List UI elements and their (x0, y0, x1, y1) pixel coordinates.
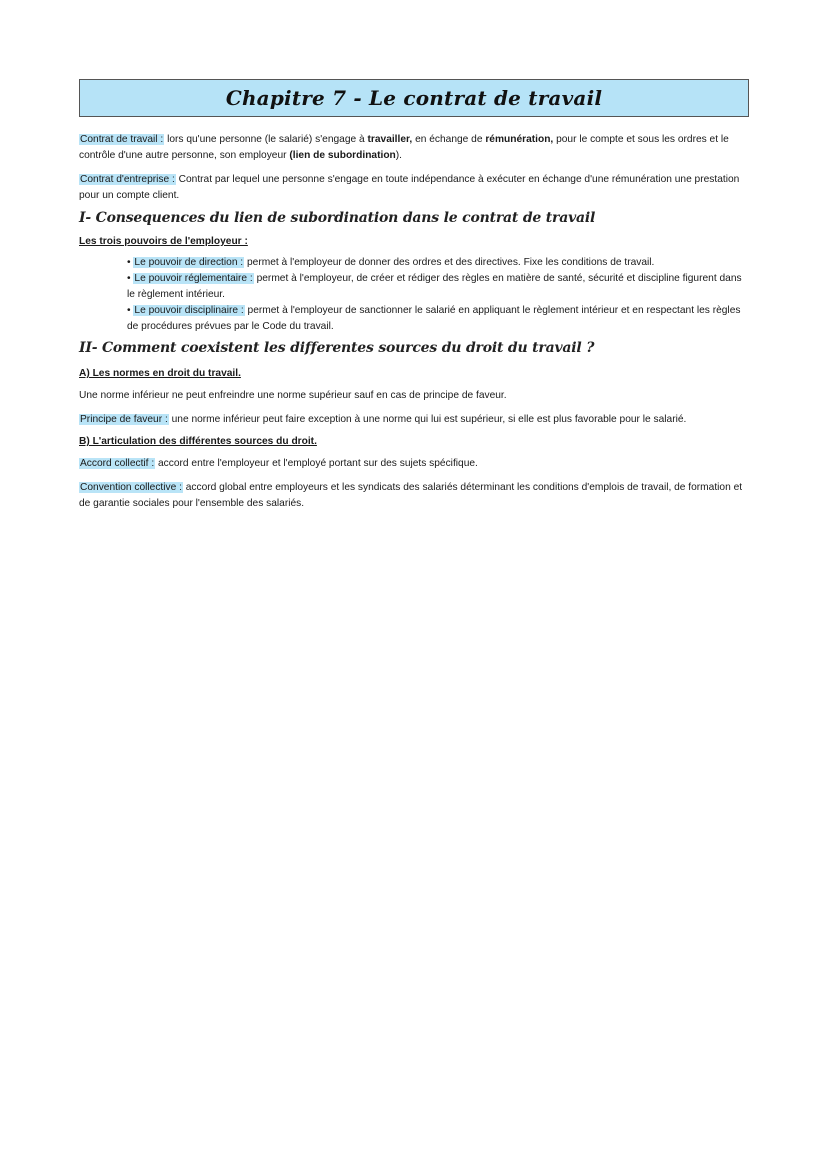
text: accord entre l'employeur et l'employé portant sur des sujets spécifique. (155, 458, 478, 469)
text: permet à l'employeur de sanctionner le salarié en appliquant le règlement intérieur et en respectant les règles de procédures prévues par le Code du travail. (127, 305, 741, 332)
section-2-heading: II- Comment coexistent les differentes sources du droit du travail ? (79, 340, 595, 356)
text: permet à l'employeur de donner des ordres et des directives. Fixe les conditions de travail. (244, 257, 655, 268)
bold-travailler: travailler, (367, 134, 413, 145)
text: lors qu'une personne (le salarié) s'engage à (164, 134, 368, 145)
term-contrat-travail: Contrat de travail : (80, 134, 164, 145)
term-principe-faveur: Principe de faveur : (80, 414, 168, 425)
text: en échange de (412, 134, 486, 145)
section-1-subheading: Les trois pouvoirs de l'employeur : (79, 236, 248, 247)
section-2b-heading: B) L'articulation des différentes sources du droit. (79, 436, 317, 447)
term-accord-collectif: Accord collectif : (80, 458, 155, 469)
normes-text: Une norme inférieur ne peut enfreindre une norme supérieur sauf en cas de principe de faveur. (79, 390, 507, 401)
section-1-heading: I- Consequences du lien de subordination dans le contrat de travail (79, 210, 596, 226)
chapter-title: Chapitre 7 - Le contrat de travail (225, 86, 603, 110)
term-convention-collective: Convention collective : (80, 482, 182, 493)
text: accord global entre employeurs et les syndicats des salariés déterminant les conditions d'emplois de travail, de formation et de garantie sociales pour l'ensemble des salariés. (79, 482, 743, 509)
list-item-reglementaire: • Le pouvoir réglementaire : permet à l'employeur, de créer et rédiger des règles en matière de santé, sécurité et discipline figurent dans le règlement intérieur. (127, 273, 742, 300)
bold-lien-subordination: (lien de subordination (289, 150, 396, 161)
text: une norme inférieur peut faire exception à une norme qui lui est supérieur, si elle est plus favorable pour le salarié. (168, 414, 687, 425)
chapter-title-box (79, 79, 749, 117)
text: pour le compte et sous les ordres et le contrôle d'une autre personne, son employeur (79, 134, 729, 161)
section-2a-heading: A) Les normes en droit du travail. (79, 368, 241, 379)
bold-remuneration: rémunération, (485, 134, 554, 145)
term-contrat-entreprise: Contrat d'entreprise : (80, 174, 175, 185)
term-direction: Le pouvoir de direction : (134, 257, 244, 268)
definition-accord-collectif (79, 456, 749, 472)
text: ). (395, 150, 402, 161)
definition-principe-faveur (79, 412, 749, 428)
list-item-disciplinaire: • Le pouvoir disciplinaire : permet à l'employeur de sanctionner le salarié en appliquant le règlement intérieur et en respectant les règles de procédures prévues par le Code du travail. (127, 305, 741, 332)
pouvoirs-list (127, 255, 749, 335)
text: Contrat par lequel une personne s'engage en toute indépendance à exécuter en échange d'une rémunération une prestation pour un compte client. (79, 174, 740, 201)
definition-convention-collective (79, 480, 749, 512)
definition-contrat-travail (79, 132, 749, 164)
definition-contrat-entreprise (79, 172, 749, 204)
term-reglementaire: Le pouvoir réglementaire : (134, 273, 253, 284)
document-page (79, 79, 749, 512)
term-disciplinaire: Le pouvoir disciplinaire : (134, 305, 244, 316)
list-item-direction: • Le pouvoir de direction : permet à l'employeur de donner des ordres et des directives. Fixe les conditions de travail. (127, 257, 655, 268)
text: permet à l'employeur, de créer et rédiger des règles en matière de santé, sécurité et discipline figurent dans le règlement intérieur. (127, 273, 742, 300)
